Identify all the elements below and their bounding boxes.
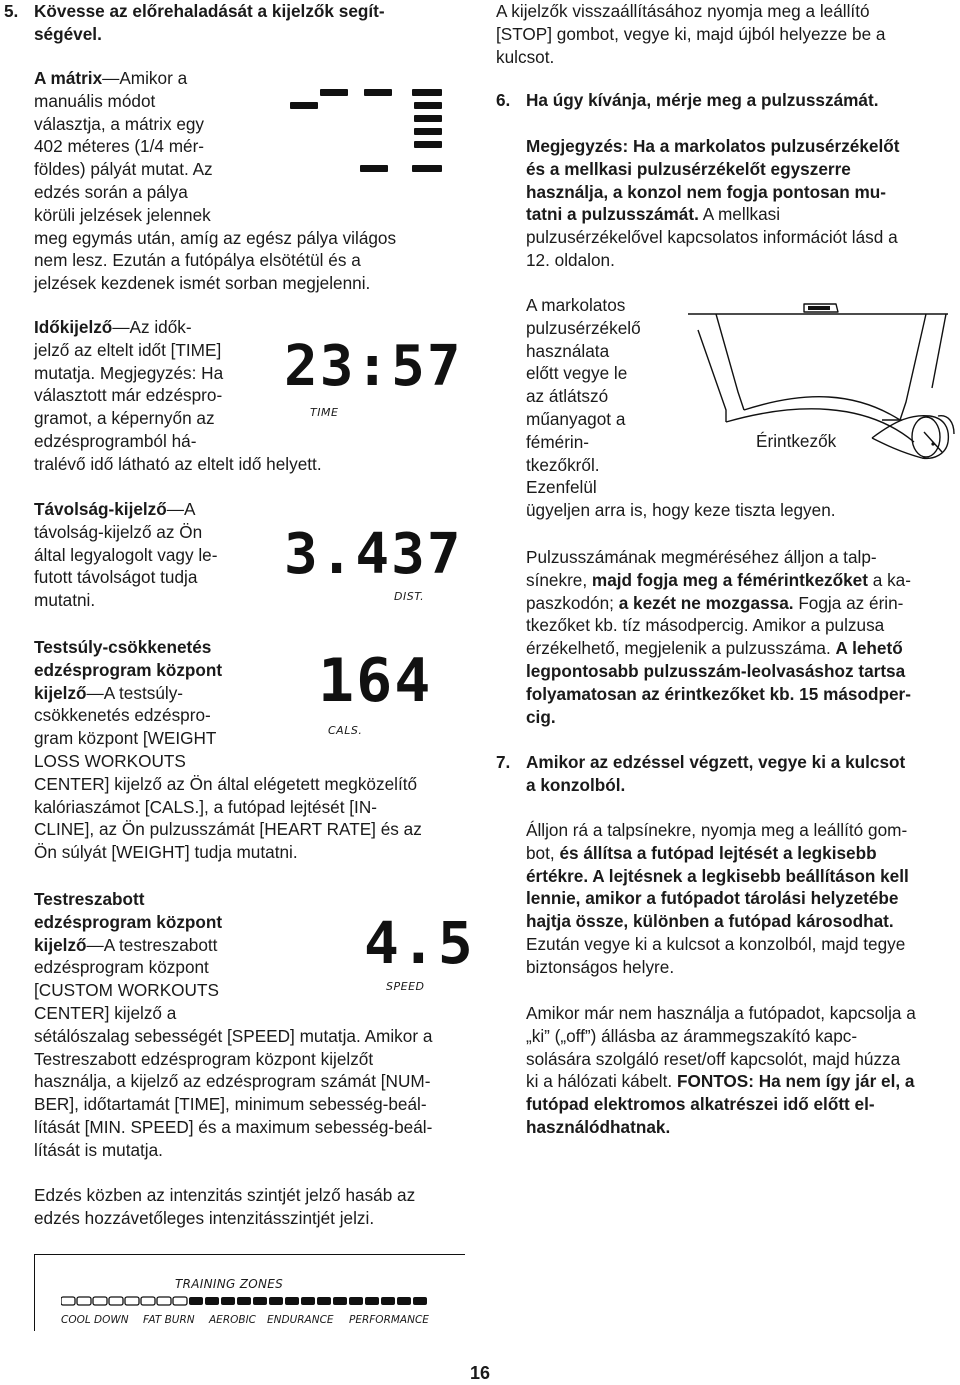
speed-lcd — [364, 909, 475, 993]
page-number: 16 — [470, 1363, 491, 1383]
training-zones-panel — [34, 1254, 465, 1331]
training-zones-bar — [61, 1293, 441, 1309]
time-lcd-label: TIME — [310, 406, 339, 419]
step-number: 6. — [496, 90, 511, 110]
reset-display-text: A kijelzők visszaállításához nyomja meg a leállító [STOP] gombot, vegye ki, majd újból helyezze be a kulcsot. — [496, 1, 886, 67]
incline-instructions: Álljon rá a talpsínekre, nyomja meg a leállító gom- bot, és állítsa a futópad lejtését a legkisebb értékre. A lejtésnek a legkisebb beállításon kell lennie, amikor a futópadot tárolási helyzetébe hajtja össze, különben a futópad károsodhat. Ezután vegye ki a kulcsot a konzolból, majd tegye biztonságos helyre. — [526, 820, 909, 977]
calories-lcd-value: 164 — [318, 646, 433, 716]
weight-loss-description: Testsúly-csökkenetés edzésprogram központ kijelző—A testsúly- csökkenetés edzéspro- gram központ [WEIGHT LOSS WORKOUTS CENTER] kijelző az Ön által elégetett megközelítő kalóriaszámot [CALS.], a futópad lejtését [IN- CLINE], az Ön pulzusszámát [HEART RATE] és az Ön súlyát [WEIGHT] tudja mutatni. — [34, 637, 422, 863]
training-zones-title: TRAINING ZONES — [175, 1277, 284, 1291]
calories-lcd — [318, 648, 458, 738]
zone-cool-down: COOL DOWN — [61, 1314, 129, 1326]
distance-lcd-value: 3.437 — [284, 522, 463, 587]
step-7-heading: 7. Amikor az edzéssel végzett, vegye ki a kulcsot a konzolból. — [496, 752, 906, 795]
grip-sensor-instructions: A markolatos pulzusérzékelő használata előtt vegye le az átlátszó műanyagot a fémérin- tkezőkről. Ezenfelül ügyeljen arra is, hogy keze tiszta legyen. — [526, 295, 836, 521]
speed-lcd-value: 4.5 — [364, 909, 475, 977]
distance-lcd-label: DIST. — [394, 590, 425, 603]
time-display-description: Időkijelző—Az idők- jelző az eltelt időt [TIME] mutatja. Megjegyzés: Ha választott már edzéspro- gramot, a képernyőn az edzésprogramból há- tralévő idő látható az eltelt idő helyett. — [34, 317, 322, 474]
pulse-measurement-text: Pulzusszámának megméréséhez álljon a talp- sínekre, majd fogja meg a fémérintkezőket a ka- paszkodón; a kezét ne mozgassa. Fogja az érin- tkezőket kb. tíz másodpercig. Amikor a pulzusa érzékelhető, megjelenik a pulzusszáma. A lehető legpontosabb pulzusszám-leolvasáshoz tartsa folyamatosan az érintkezőket kb. 15 másodper- cig. — [526, 547, 911, 727]
zone-performance: PERFORMANCE — [349, 1314, 429, 1326]
power-off-instructions: Amikor már nem használja a futópadot, kapcsolja a „ki” („off”) állásba az árammegszakító kapc- solására szolgáló reset/off kapcsolót, majd húzza ki a hálózati kábelt. FONTOS: Ha nem így jár el, a futópad elektromos alkatrészei idő előtt el- használódhatnak. — [526, 1003, 916, 1137]
zone-endurance: ENDURANCE — [267, 1314, 334, 1326]
matrix-track-illustration — [284, 80, 452, 180]
console-handle-illustration — [686, 292, 958, 492]
step-number: 5. — [4, 1, 19, 21]
matrix-description: A mátrix—Amikor a manuális módot választja, a mátrix egy 402 méteres (1/4 mér- földes) pályát mutat. Az edzés során a pálya körüli jelzések jelennek meg egymás után, amíg az egész pálya világos nem lesz. Ezután a futópálya elsötétül és a jelzések kezdenek ismét sorban megjelenni. — [34, 68, 397, 294]
heart-rate-note: Megjegyzés: Ha a markolatos pulzusérzékelőt és a mellkasi pulzusérzékelőt egyszerre használja, a konzol nem fogja pontosan mu- tatni a pulzusszámát. A mellkasi pulzusérzékelővel kapcsolatos információt lásd a 12. oldalon. — [526, 136, 900, 270]
speed-lcd-label: SPEED — [386, 980, 425, 993]
step-5-heading: 5. Kövesse az előrehaladását a kijelzők segít- ségével. — [4, 1, 385, 44]
zone-fat-burn: FAT BURN — [143, 1314, 195, 1326]
custom-workout-description: Testreszabott edzésprogram központ kijelző—A testreszabott edzésprogram központ [CUSTOM WORKOUTS CENTER] kijelző a sétálószalag sebességét [SPEED] mutatja. Amikor a Testreszabott edzésprogram központ kijelzőt használja, a kijelző az edzésprogram számát [NUM- BER], időtartamát [TIME], minimum sebesség-beál- lítását [MIN. SPEED] és a maximum sebesség-beál- lítását is mutatja. — [34, 889, 433, 1160]
step-number: 7. — [496, 752, 511, 772]
distance-display-description: Távolság-kijelző—A távolság-kijelző az Ön által legyalogolt vagy le- futott távolságot tudja mutatni. — [34, 499, 218, 611]
zone-aerobic: AEROBIC — [209, 1314, 257, 1326]
time-lcd — [284, 334, 463, 420]
calories-lcd-label: CALS. — [328, 724, 363, 737]
time-lcd-value: 23:57 — [284, 334, 463, 399]
distance-lcd — [284, 522, 463, 608]
intensity-description: Edzés közben az intenzitás szintjét jelző hasáb az edzés hozzávetőleges intenzitásszintjét jelzi. — [34, 1185, 416, 1228]
step-6-heading: 6. Ha úgy kívánja, mérje meg a pulzusszámát. — [496, 90, 879, 110]
sensor-label: Érintkezők — [756, 431, 837, 451]
